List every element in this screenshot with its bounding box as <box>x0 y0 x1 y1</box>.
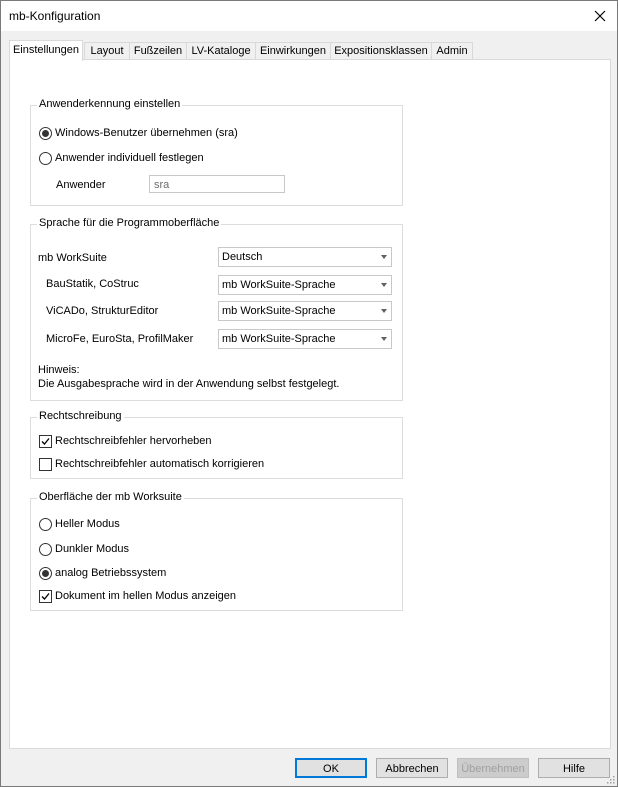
spelling-highlight-checkbox[interactable] <box>39 435 52 448</box>
surface-legend: Oberfläche der mb Worksuite <box>39 491 182 503</box>
microfe-language-value: mb WorkSuite-Sprache <box>222 333 336 345</box>
spelling-group <box>30 410 403 479</box>
worksuite-language-label: mb WorkSuite <box>38 252 107 264</box>
system-mode-label[interactable]: analog Betriebssystem <box>55 567 167 579</box>
chevron-down-icon <box>381 283 387 287</box>
spelling-legend: Rechtschreibung <box>39 410 122 422</box>
vicado-language-label: ViCADo, StrukturEditor <box>46 305 159 317</box>
doc-light-checkbox[interactable] <box>39 590 52 603</box>
title-bar <box>1 1 617 31</box>
tab-expositionsklassen[interactable]: Expositionsklassen <box>330 42 432 60</box>
microfe-language-label: MicroFe, EuroSta, ProfilMaker <box>46 333 194 345</box>
hint-text: Die Ausgabesprache wird in der Anwendung selbst festgelegt. <box>38 378 340 390</box>
vicado-language-value: mb WorkSuite-Sprache <box>222 305 336 317</box>
chevron-down-icon <box>381 309 387 313</box>
spelling-autocorrect-label[interactable]: Rechtschreibfehler automatisch korrigieren <box>55 458 265 470</box>
microfe-language-select[interactable] <box>218 329 392 349</box>
hint-title: Hinweis: <box>38 364 80 376</box>
worksuite-language-value: Deutsch <box>222 251 263 263</box>
spelling-autocorrect-checkbox[interactable] <box>39 458 52 471</box>
language-group <box>30 217 403 401</box>
chevron-down-icon <box>381 337 387 341</box>
windows-user-label[interactable]: Windows-Benutzer übernehmen (sra) <box>55 127 238 139</box>
close-icon[interactable] <box>589 5 611 27</box>
surface-group <box>30 491 403 611</box>
tab-lv-kataloge[interactable]: LV-Kataloge <box>186 42 256 60</box>
user-field-label: Anwender <box>56 179 106 191</box>
doc-light-label[interactable]: Dokument im hellen Modus anzeigen <box>55 590 236 602</box>
tab-layout[interactable]: Layout <box>84 42 130 60</box>
apply-button[interactable]: Übernehmen <box>457 758 529 778</box>
worksuite-language-select[interactable] <box>218 247 392 267</box>
tab-einstellungen[interactable]: Einstellungen <box>9 40 83 61</box>
settings-panel <box>9 59 611 749</box>
dark-mode-label[interactable]: Dunkler Modus <box>55 543 129 555</box>
chevron-down-icon <box>381 255 387 259</box>
baustatik-language-value: mb WorkSuite-Sprache <box>222 279 336 291</box>
cancel-button[interactable]: Abbrechen <box>376 758 448 778</box>
vicado-language-select[interactable] <box>218 301 392 321</box>
checkmark-icon <box>40 436 51 447</box>
baustatik-language-label: BauStatik, CoStruc <box>46 278 139 290</box>
individual-user-label[interactable]: Anwender individuell festlegen <box>55 152 204 164</box>
user-id-legend: Anwenderkennung einstellen <box>39 98 181 110</box>
user-id-group <box>30 98 403 206</box>
window-title: mb-Konfiguration <box>9 9 101 23</box>
dark-mode-radio[interactable] <box>39 543 52 556</box>
language-legend: Sprache für die Programmoberfläche <box>39 217 220 229</box>
user-input[interactable]: sra <box>149 175 285 193</box>
light-mode-label[interactable]: Heller Modus <box>55 518 120 530</box>
tab-einwirkungen[interactable]: Einwirkungen <box>255 42 331 60</box>
tab-admin[interactable]: Admin <box>431 42 473 60</box>
resize-grip-icon[interactable] <box>605 774 615 784</box>
individual-user-radio[interactable] <box>39 152 52 165</box>
checkmark-icon <box>40 591 51 602</box>
windows-user-radio[interactable] <box>39 127 52 140</box>
tab-fusszeilen[interactable]: Fußzeilen <box>129 42 187 60</box>
system-mode-radio[interactable] <box>39 567 52 580</box>
baustatik-language-select[interactable] <box>218 275 392 295</box>
help-button[interactable]: Hilfe <box>538 758 610 778</box>
ok-button[interactable]: OK <box>295 758 367 778</box>
spelling-highlight-label[interactable]: Rechtschreibfehler hervorheben <box>55 435 212 447</box>
light-mode-radio[interactable] <box>39 518 52 531</box>
